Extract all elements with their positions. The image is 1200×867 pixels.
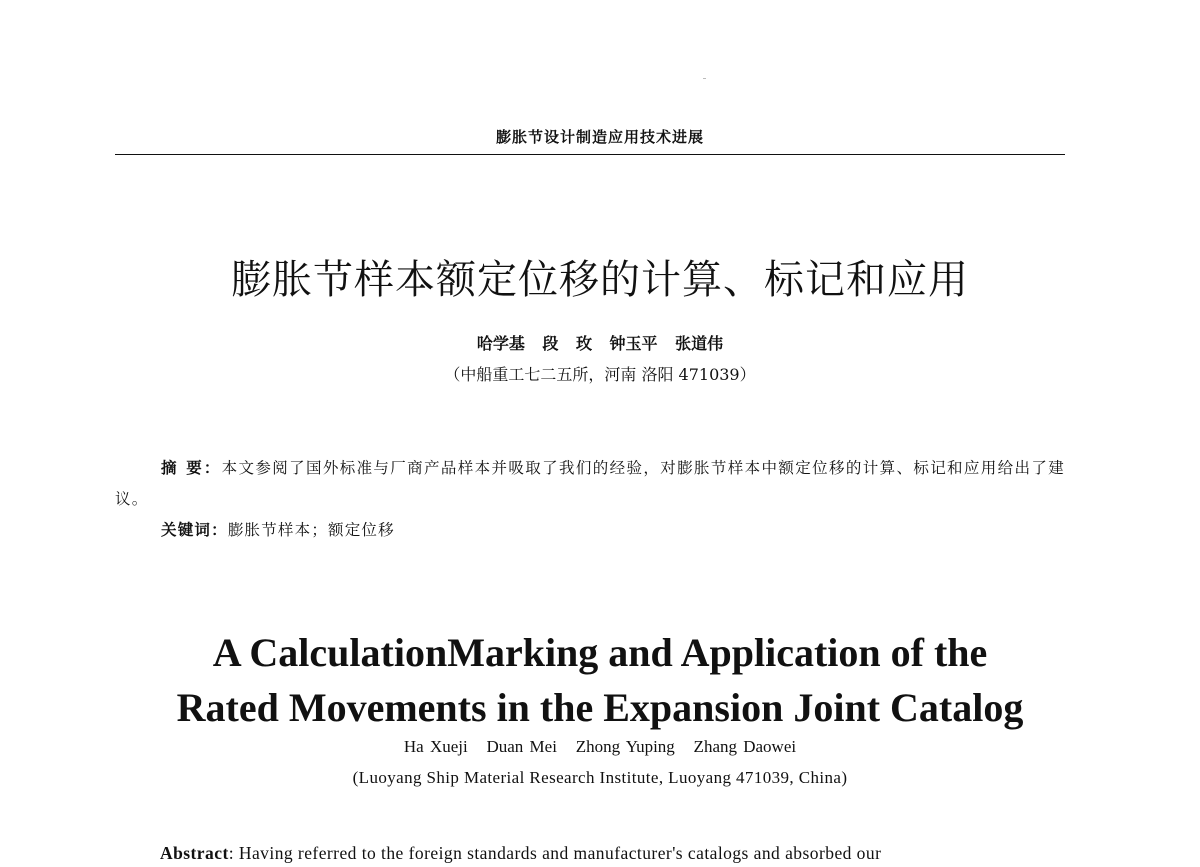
abstract-english-label: Abstract (160, 843, 229, 863)
paper-title-chinese: 膨胀节样本额定位移的计算、标记和应用 (231, 257, 969, 303)
abstract-english (160, 843, 1070, 864)
abstract-english-text: Having referred to the foreign standards and manufacturer's catalogs and absorbed our (238, 843, 882, 863)
keywords-chinese-text: 膨胀节样本；额定位移 (227, 521, 395, 539)
abstract-chinese-label: 摘 要： (161, 459, 222, 477)
running-header: 膨胀节设计制造应用技术进展 (495, 128, 704, 146)
authors-english: Ha Xueji Duan Mei Zhong Yuping Zhang Daowei (403, 737, 797, 756)
abstract-chinese-text: 本文参阅了国外标准与厂商产品样本并吸取了我们的经验，对膨胀节样本中额定位移的计算、标记和应用给出了建议。 (115, 459, 1065, 508)
affiliation-chinese: （中船重工七二五所，河南 洛阳 471039） (444, 365, 756, 384)
affiliation-english: (Luoyang Ship Material Research Institute, Luoyang 471039, China) (352, 768, 848, 787)
paper-title-english-line1: A CalculationMarking and Application of the (212, 630, 988, 675)
keywords-chinese (161, 518, 395, 540)
authors-chinese: 哈学基 段 玫 钟玉平 张道伟 (476, 334, 724, 353)
abstract-english-separator: : (228, 843, 239, 863)
paper-title-english-line2: Rated Movements in the Expansion Joint Catalog (176, 685, 1024, 730)
abstract-chinese (115, 453, 1065, 515)
header-rule (115, 154, 1065, 155)
scan-speck (703, 78, 706, 79)
keywords-chinese-label: 关键词： (161, 521, 228, 539)
paper-title-english (0, 625, 1200, 735)
